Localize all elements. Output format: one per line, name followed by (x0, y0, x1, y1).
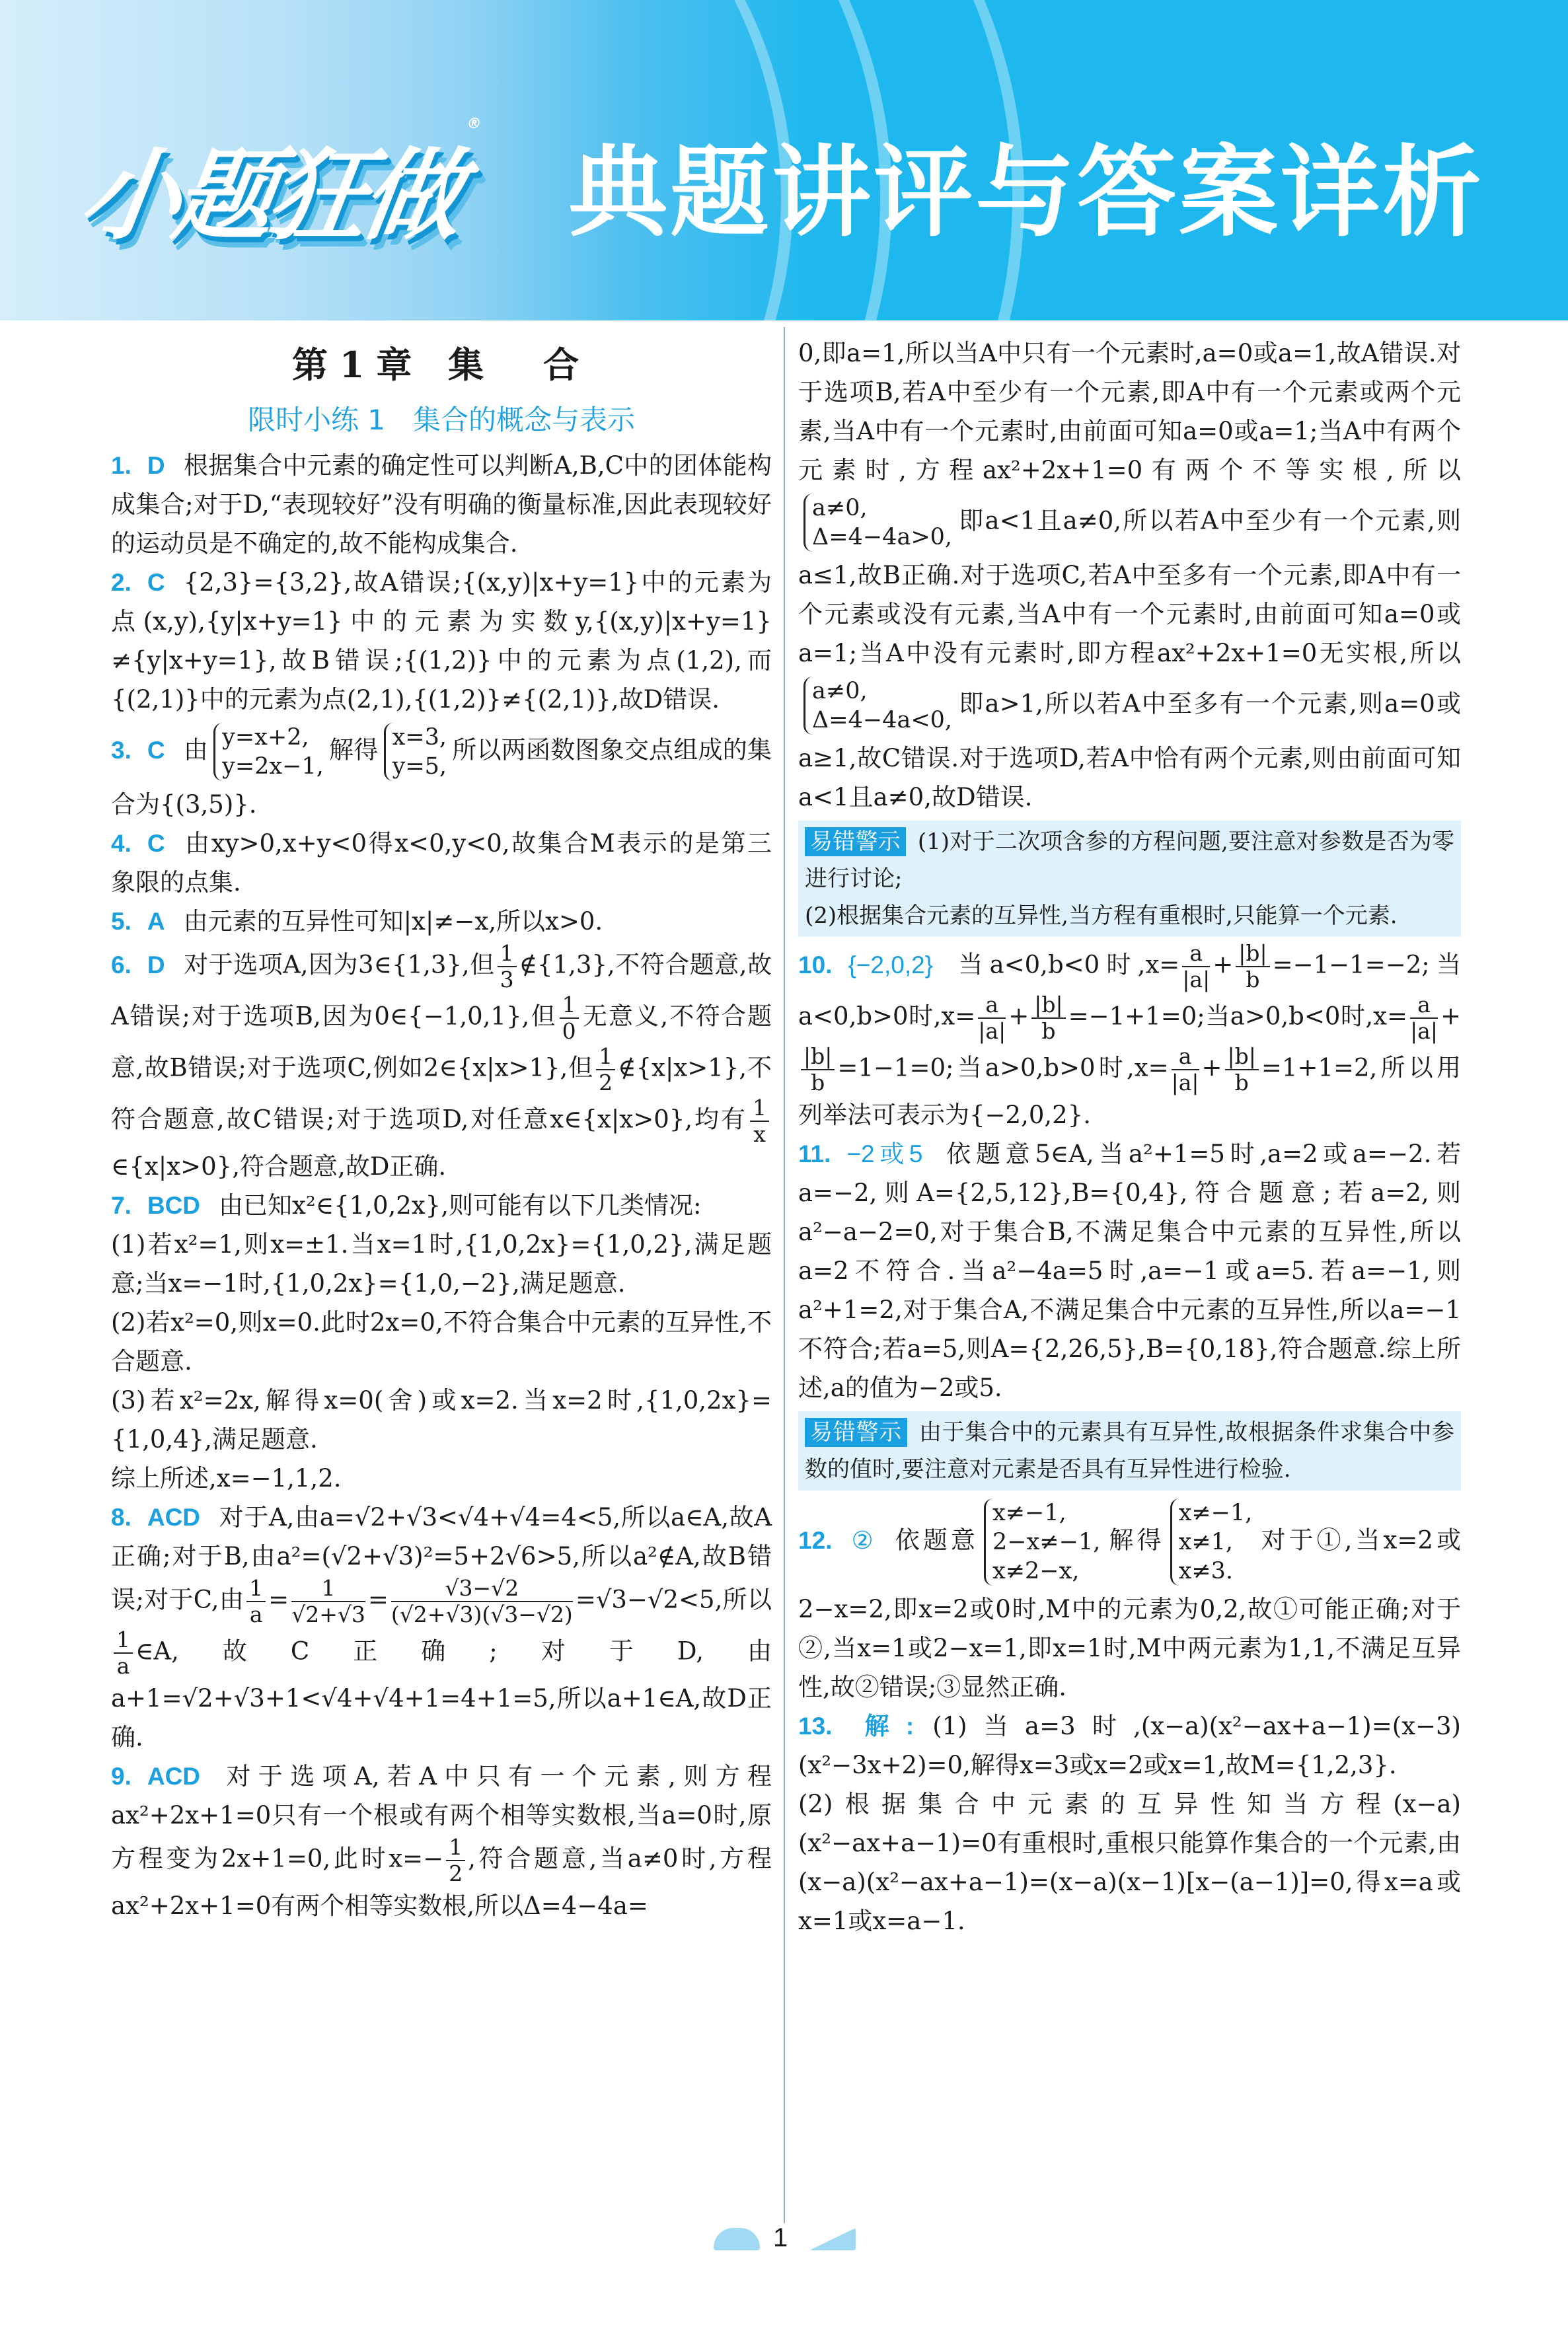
explanation-text: ∉{1,3},不符合题意,故A错误;对于选项B,因为0∈{−1,0,1},但 (111, 950, 772, 1031)
explanation-text: 依题意5∈A,当a²+1=5时,a=2或a=−2.若a=−2,则A={2,5,12},B={0,4},符合题意;若a=2,则a²−a−2=0,对于集合B,不满足集合中元素的互异性,所以a=2不符合.当a²−4a=5时,a=−1或a=5.若a=−1,则a²+1=2,对于集合A,不满足集合中元素的互异性,所以a=−1不符合;若a=5,则A={2,26,5},B={0,18},符合题意.综上所述,a的值为−2或5. (798, 1140, 1461, 1402)
numerator: 1 (596, 1044, 615, 1070)
page-banner (0, 0, 1568, 320)
explanation-text: =−1−1=−2;当a<0,b>0时,x= (798, 950, 1461, 1031)
explanation-text: 由 (183, 735, 209, 764)
equation: y=5, (392, 753, 447, 780)
equation: x≠1, (1178, 1529, 1234, 1555)
numerator: 1 (498, 941, 517, 967)
column-divider (784, 327, 785, 2223)
equation-system (213, 723, 324, 781)
explanation-text: =√3−√2<5,所以 (575, 1585, 772, 1614)
explanation-text: 由xy>0,x+y<0得x<0,y<0,故集合M表示的是第三象限的点集. (111, 829, 772, 897)
item-answer: 解: (848, 1713, 915, 1740)
section-title: 限时小练 1 集合的概念与表示 (247, 404, 636, 436)
item-number: 2. (111, 569, 131, 596)
explanation-text: + (1201, 1053, 1222, 1082)
explanation-text: = (367, 1585, 389, 1614)
denominator: |a| (978, 1018, 1006, 1044)
explanation-text: 依题意 (895, 1526, 979, 1555)
explanation-text: ∈A,故C正确;对于D,由a+1=√2+√3+1<√4+√4+1=4+1=5,所以a+1∈A,故D正确. (111, 1637, 772, 1752)
left-column (111, 334, 772, 1925)
equation: x≠2−x, (992, 1558, 1080, 1584)
item-number: 12. (798, 1526, 833, 1554)
item-number: 5. (111, 908, 131, 935)
answer-item (111, 1186, 772, 1498)
explanation-text: 由元素的互异性可知|x|≠−x,所以x>0. (183, 907, 603, 936)
item-answer: C (147, 736, 165, 764)
numerator: a (1410, 992, 1438, 1019)
numerator: 1 (114, 1627, 133, 1654)
item-answer: {−2,0,2} (848, 951, 934, 978)
item-answer: C (147, 830, 165, 857)
equation-system (803, 677, 952, 735)
chapter-title: 第1章 集 合 (291, 344, 591, 386)
fraction (1172, 1044, 1199, 1095)
fraction (498, 941, 517, 992)
warning-text: 由于集合中的元素具有互异性,故根据条件求集合中参数的值时,要注意对元素是否具有互异性进行检验. (805, 1419, 1455, 1483)
answer-item (798, 334, 1461, 817)
explanation-text: 即a<1且a≠0,所以若A中至少有一个元素,则a≤1,故B正确.对于选项C,若A中至多有一个元素,即A中有一个元素或没有元素,当A中有一个元素时,由前面可知a=0或a=1;当A中没有元素时,即方程ax²+2x+1=0无实根,所以 (798, 506, 1461, 667)
equation: 2−x≠−1, (992, 1529, 1101, 1555)
explanation-text: (1)若x²=1,则x=±1.当x=1时,{1,0,2x}={1,0,2},满足题意;当x=−1时,{1,0,2x}={1,0,−2},满足题意. (111, 1230, 772, 1298)
item-answer: A (147, 908, 165, 935)
answer-item (798, 1495, 1461, 1707)
denominator: 2 (599, 1070, 613, 1095)
warning-tag: 易错警示 (805, 827, 906, 856)
denominator: b (1234, 1070, 1249, 1095)
item-answer: C (147, 569, 165, 596)
explanation-text: 解得 (1105, 1526, 1165, 1555)
fraction (1031, 992, 1065, 1044)
equation: x≠3. (1178, 1558, 1234, 1584)
denominator: a (116, 1653, 130, 1679)
denominator: x (753, 1121, 766, 1147)
item-answer: D (147, 452, 165, 479)
answer-item (111, 1498, 772, 1757)
answer-item (111, 719, 772, 824)
explanation-text: (2)根据集合中元素的互异性知当方程(x−a)(x²−ax+a−1)=0有重根时,重根只能算作集合的一个元素,由(x−a)(x²−ax+a−1)=(x−a)(x−1)[x−(a−1)]=0,得x=a或x=1或x=a−1. (798, 1790, 1461, 1935)
denominator: 0 (562, 1018, 576, 1044)
item-number: 3. (111, 736, 131, 764)
explanation-text: + (1008, 1002, 1029, 1031)
denominator: 2 (449, 1861, 463, 1886)
numerator: 1 (560, 992, 579, 1019)
answer-item (111, 902, 772, 941)
numerator: √3−√2 (391, 1576, 573, 1602)
set-square-icon (809, 2228, 856, 2250)
explanation-text: 对于①,当x=2或2−x=2,即x=2或0时,M中的元素为0,2,故①可能正确;对于②,当x=1或2−x=1,即x=1时,M中两元素为1,1,不满足互异性,故②错误;③显然正确. (798, 1526, 1462, 1701)
denominator: (√2+√3)(√3−√2) (391, 1602, 573, 1627)
item-number: 4. (111, 830, 131, 857)
brand-logo (73, 116, 482, 258)
item-number: 7. (111, 1192, 131, 1219)
equation: Δ=4−4a>0, (812, 524, 953, 550)
explanation-text: =−1+1=0;当a>0,b<0时,x= (1068, 1002, 1408, 1031)
explanation-text: 对于A,由a=√2+√3<√4+√4=4<5,所以a∈A,故A正确;对于B,由a²=(√2+√3)²=5+2√6>5,所以a²∉A,故B错误;对于C,由 (111, 1503, 772, 1614)
answer-item (798, 1134, 1461, 1407)
item-answer: ACD (147, 1763, 201, 1790)
item-number: 8. (111, 1504, 131, 1531)
explanation-text: =1+1=2,所以用列举法可表示为{−2,0,2}. (798, 1053, 1461, 1129)
numerator: 1 (246, 1576, 266, 1602)
numerator: a (1172, 1044, 1199, 1070)
fraction (978, 992, 1006, 1044)
equation-system (984, 1498, 1100, 1586)
answer-item (111, 941, 772, 1186)
fraction (391, 1576, 573, 1627)
fraction (560, 992, 579, 1044)
answer-item (798, 941, 1461, 1134)
explanation-text: + (1440, 1002, 1461, 1031)
explanation-text: 即a>1,所以若A中至多有一个元素,则a=0或a≥1,故C错误.对于选项D,若A中恰有两个元素,则由前面可知a<1且a≠0,故D错误. (798, 689, 1461, 811)
explanation-text: 无意义,不符合题意,故B错误;对于选项C,例如2∈{x|x>1},但 (111, 1002, 772, 1082)
equation: y=2x−1, (222, 753, 324, 780)
fraction (750, 1095, 769, 1147)
item-number: 13. (798, 1713, 833, 1740)
item-number: 6. (111, 951, 131, 978)
denominator: b (1041, 1018, 1056, 1044)
numerator: 1 (750, 1095, 769, 1122)
explanation-text: (3)若x²=2x,解得x=0(舍)或x=2.当x=2时,{1,0,2x}={1,0,4},满足题意. (111, 1386, 772, 1454)
warning-box (798, 821, 1461, 937)
numerator: a (978, 992, 1006, 1019)
fraction (596, 1044, 615, 1095)
denominator: |a| (1410, 1018, 1438, 1044)
denominator: b (1246, 967, 1260, 992)
explanation-text: =1−1=0;当a>0,b>0时,x= (837, 1053, 1169, 1082)
fraction (1410, 992, 1438, 1044)
numerator: |b| (1236, 941, 1269, 967)
denominator: b (811, 1070, 825, 1095)
fraction (114, 1627, 133, 1679)
logo-text: 小题狂做 (73, 139, 465, 254)
explanation-text: ∈{x|x>0},符合题意,故D正确. (111, 1152, 447, 1181)
explanation-text: 综上所述,x=−1,1,2. (111, 1464, 342, 1493)
explanation-text: 当a<0,b<0时,x= (952, 950, 1180, 979)
explanation-text: (1)当a=3时,(x−a)(x²−ax+a−1)=(x−3)(x²−3x+2)=0,解得x=3或x=2或x=1,故M={1,2,3}. (798, 1712, 1461, 1779)
item-answer: D (147, 951, 165, 978)
banner-title: 典题讲评与答案详析 (568, 135, 1485, 250)
equation: x≠−1, (992, 1500, 1066, 1526)
answer-item (111, 1757, 772, 1925)
explanation-text: 所以两函数图象交点组成的集合为{(3,5)}. (111, 735, 772, 819)
answer-item (111, 824, 772, 902)
explanation-text: 对于选项A,因为3∈{1,3},但 (183, 950, 495, 979)
explanation-text: 根据集合中元素的确定性可以判断A,B,C中的团体能构成集合;对于D,“表现较好”没有明确的衡量标准,因此表现较好的运动员是不确定的,故不能构成集合. (111, 451, 772, 558)
right-column (798, 334, 1461, 1940)
denominator: a (249, 1602, 263, 1627)
numerator: 1 (446, 1835, 465, 1861)
equation: a≠0, (812, 495, 868, 521)
page-number: 1 (773, 2223, 788, 2252)
denominator: |a| (1182, 967, 1211, 992)
explanation-text: {2,3}={3,2},故A错误;{(x,y)|x+y=1}中的元素为点(x,y),{y|x+y=1}中的元素为实数y,{(x,y)|x+y=1}≠{y|x+y=1},故B错误;{(1,2)}中的元素为点(1,2),而{(2,1)}中的元素为点(2,1),{(1,2)}≠{(2,1)},故D错误. (111, 568, 772, 714)
numerator: a (1182, 941, 1210, 967)
equation-system (1170, 1498, 1253, 1586)
item-answer: −2或5 (846, 1140, 923, 1167)
fraction (446, 1835, 465, 1886)
equation: x=3, (392, 724, 447, 751)
registered-mark: ® (465, 116, 483, 132)
item-number: 10. (798, 951, 833, 978)
answer-item (111, 446, 772, 563)
item-number: 1. (111, 452, 131, 479)
fraction (1182, 941, 1210, 992)
answer-list (798, 334, 1461, 1940)
explanation-text: ∉{x|x>1},不符合题意,故C错误;对于选项D,对任意x∈{x|x>0},均有 (111, 1053, 772, 1134)
explanation-text: (2)若x²=0,则x=0.此时2x=0,不符合集合中元素的互异性,不合题意. (111, 1308, 772, 1376)
numerator: |b| (801, 1044, 835, 1070)
numerator: |b| (1031, 992, 1065, 1019)
denominator: √2+√3 (291, 1602, 365, 1627)
fraction (801, 1044, 835, 1095)
equation: a≠0, (812, 678, 868, 704)
item-number: 9. (111, 1763, 131, 1790)
fraction (1225, 1044, 1259, 1095)
warning-text: (1)对于二次项含参的方程问题,要注意对参数是否为零进行讨论; (805, 829, 1455, 892)
answer-item (111, 563, 772, 719)
equation-system (803, 494, 952, 552)
item-answer: ACD (147, 1504, 201, 1531)
numerator: |b| (1225, 1044, 1259, 1070)
warning-text: (2)根据集合元素的互异性,当方程有重根时,只能算一个元素. (805, 903, 1398, 929)
explanation-text: 0,即a=1,所以当A中只有一个元素时,a=0或a=1,故A错误.对于选项B,若A中至少有一个元素,即A中有一个元素或两个元素,当A中有一个元素时,由前面可知a=0或a=1;当A中有两个元素时,方程ax²+2x+1=0有两个不等实根,所以 (798, 339, 1461, 484)
equation: x≠−1, (1178, 1500, 1253, 1526)
item-answer: ② (848, 1526, 877, 1554)
equation: Δ=4−4a<0, (812, 707, 953, 733)
fraction (1236, 941, 1269, 992)
warning-tag: 易错警示 (805, 1418, 907, 1447)
explanation-text: 对于选项A,若A中只有一个元素,则方程ax²+2x+1=0只有一个根或有两个相等实数根,当a=0时,原方程变为2x+1=0,此时x=− (111, 1762, 772, 1873)
answer-item (798, 1707, 1461, 1940)
equation-system (384, 723, 447, 781)
warning-box (798, 1411, 1461, 1491)
explanation-text: = (268, 1585, 289, 1614)
numerator: 1 (291, 1576, 365, 1602)
explanation-text: + (1213, 950, 1234, 979)
protractor-icon (714, 2228, 760, 2250)
equation: y=x+2, (222, 724, 309, 751)
explanation-text: 解得 (328, 735, 379, 764)
fraction (291, 1576, 365, 1627)
item-answer: BCD (147, 1192, 201, 1219)
answer-list (111, 446, 772, 1925)
explanation-text: 由已知x²∈{1,0,2x},则可能有以下几类情况: (219, 1191, 702, 1220)
denominator: |a| (1171, 1070, 1199, 1095)
item-number: 11. (798, 1140, 831, 1167)
denominator: 3 (500, 967, 514, 992)
explanation-text: ,符合题意,当a≠0时,方程ax²+2x+1=0有两个相等实数根,所以Δ=4−4a= (111, 1844, 772, 1920)
fraction (246, 1576, 266, 1627)
